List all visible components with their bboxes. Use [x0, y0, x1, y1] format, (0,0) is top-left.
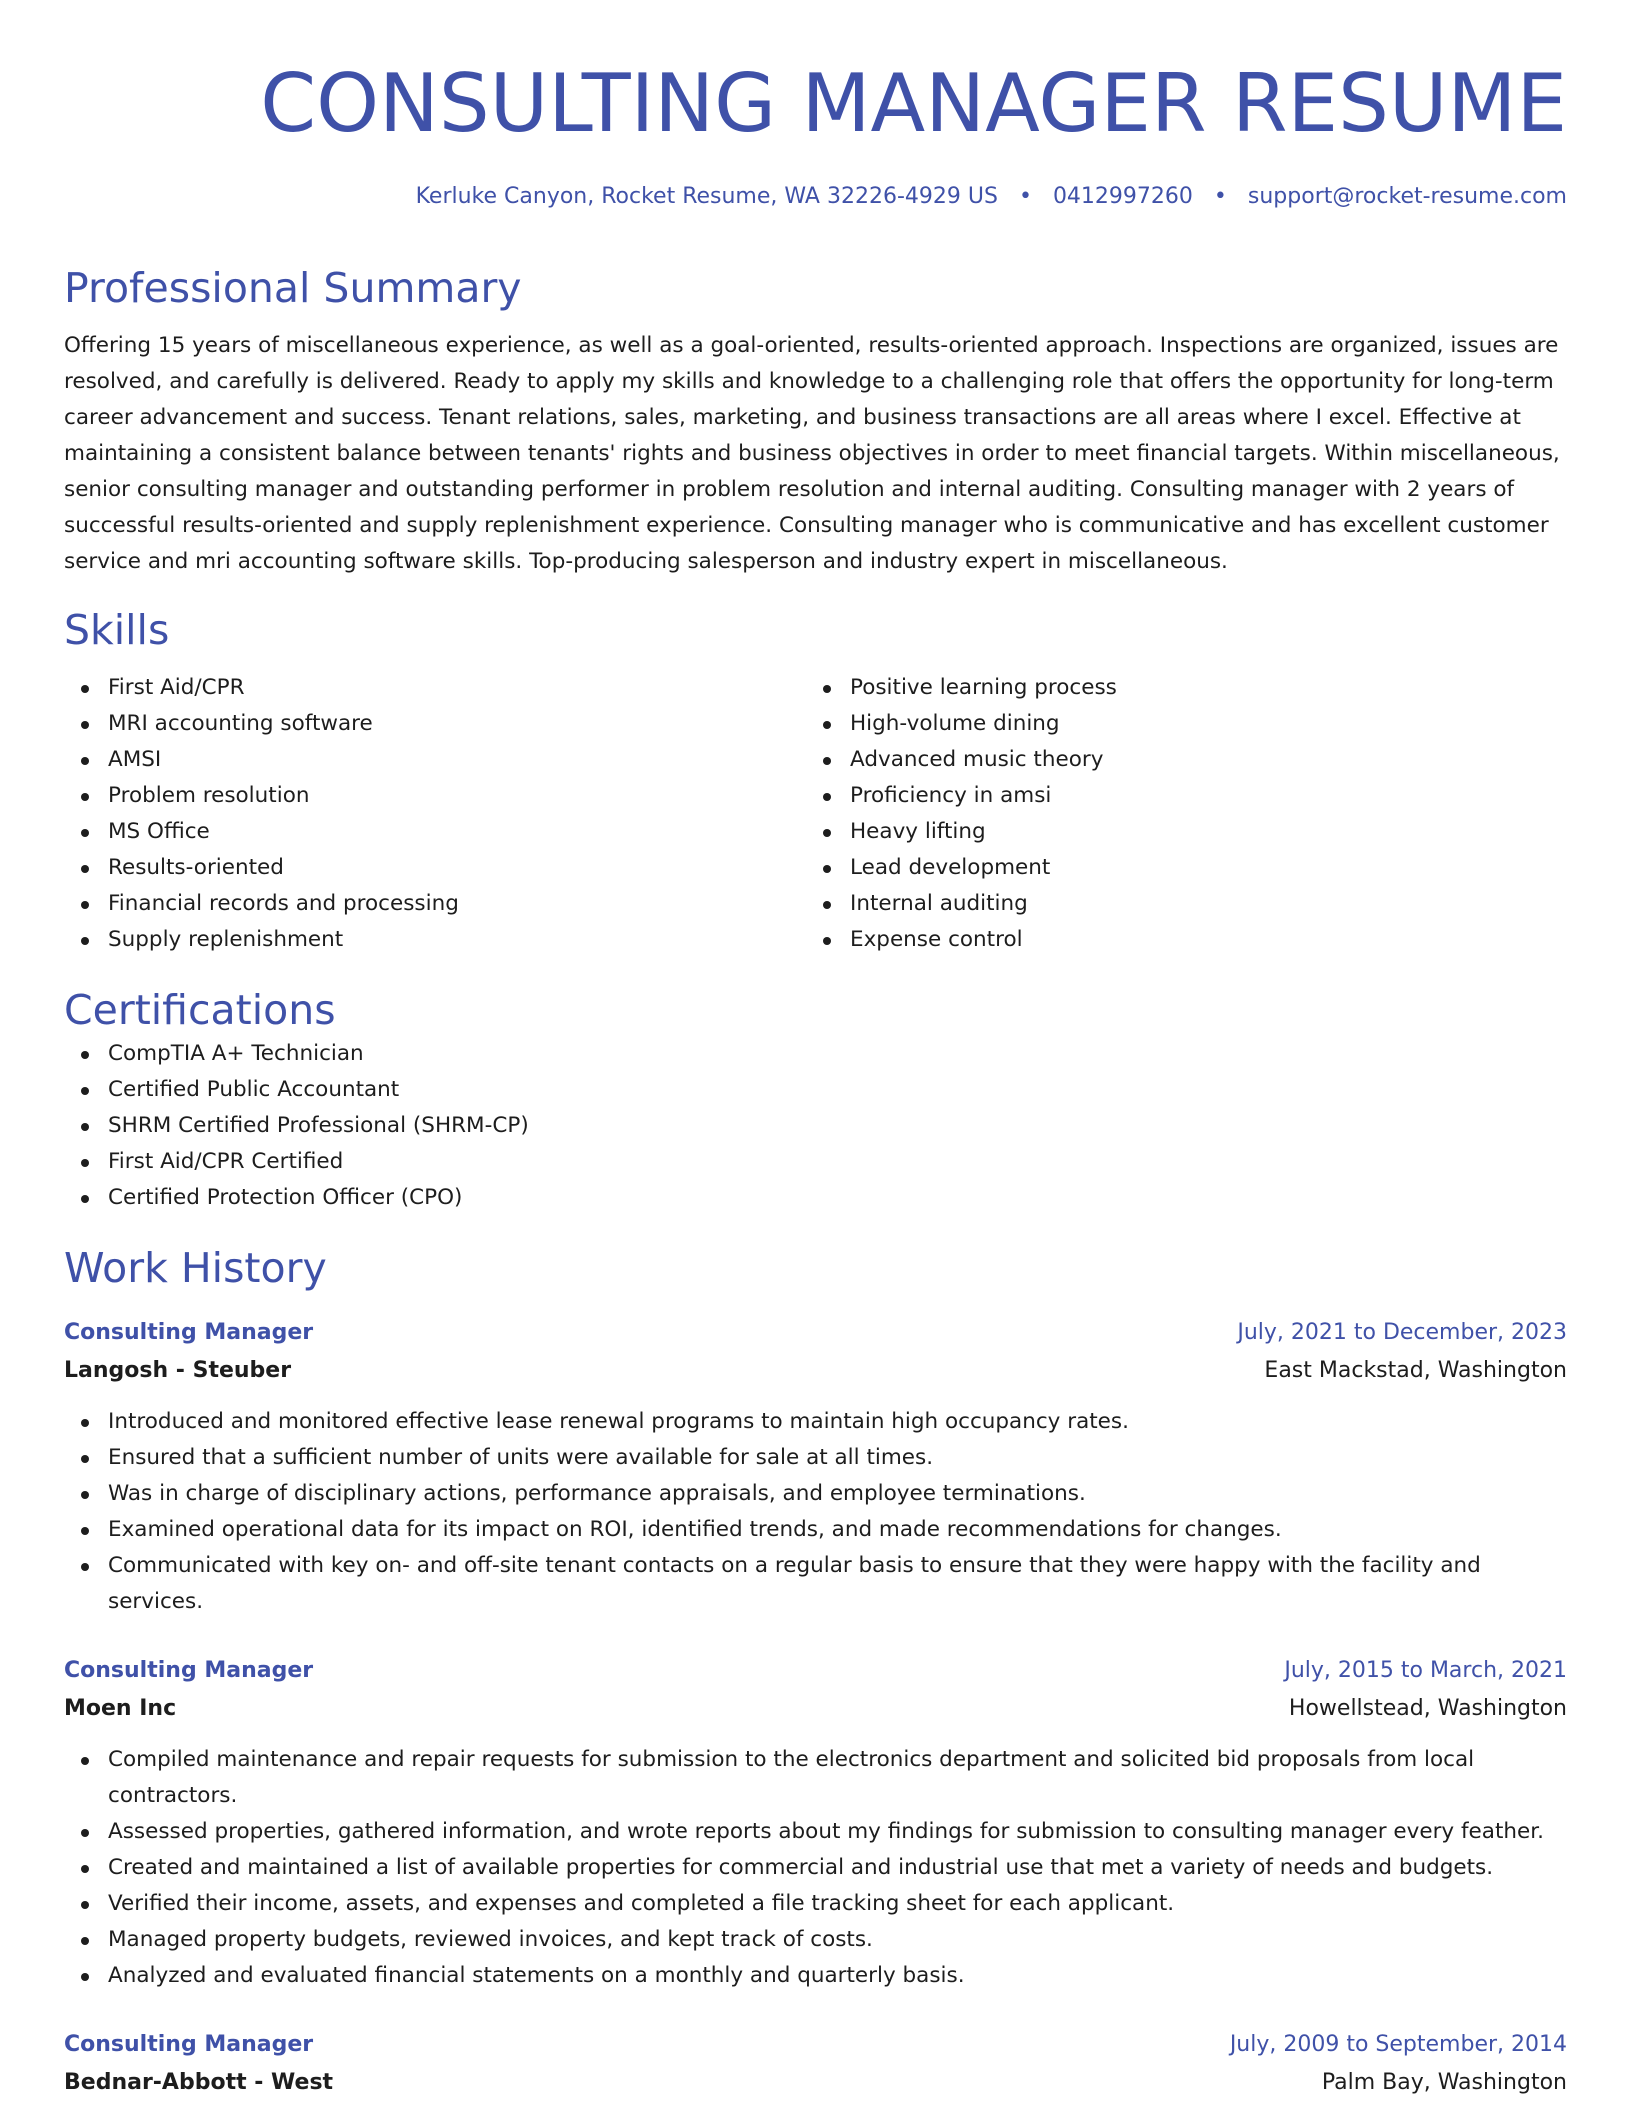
- list-item: [64, 1180, 1567, 1216]
- bullet-icon: [81, 865, 89, 873]
- bullet-icon: [81, 1757, 89, 1765]
- skills-right-list: [806, 670, 1548, 958]
- bullet-icon: [823, 865, 831, 873]
- job-title: Consulting Manager: [64, 1658, 314, 1683]
- list-item: [64, 1404, 1567, 1440]
- bullet-icon: [81, 1865, 89, 1873]
- job-company: Bednar-Abbott - West: [64, 2070, 334, 2095]
- resume-name: CONSULTING MANAGER RESUME: [260, 57, 1567, 150]
- work-history-heading: Work History: [64, 1244, 327, 1292]
- job-bullets: [64, 1742, 1567, 1994]
- list-item-text: Certified Public Accountant: [108, 1077, 400, 1102]
- job-company-row: [64, 1352, 1567, 1390]
- bullet-icon: [81, 1829, 89, 1837]
- list-item: [64, 670, 806, 706]
- list-item-text: Supply replenishment: [108, 927, 344, 952]
- list-item-text: MRI accounting software: [108, 711, 373, 736]
- list-item: [64, 742, 806, 778]
- contact-separator: •: [1018, 184, 1032, 209]
- bullet-icon: [81, 1419, 89, 1427]
- job-entry: [64, 1652, 1567, 1994]
- list-item: [64, 1476, 1567, 1512]
- list-item-text: First Aid/CPR: [108, 675, 245, 700]
- list-item-text: Heavy lifting: [850, 819, 986, 844]
- job-entry: [64, 1314, 1567, 1620]
- list-item-text: Compiled maintenance and repair requests for submission to the electronics department and solicited bid proposals from local contractors.: [108, 1747, 1475, 1808]
- contact-separator: •: [1213, 184, 1227, 209]
- list-item: [64, 1072, 1567, 1108]
- list-item: [806, 706, 1548, 742]
- list-item-text: Assessed properties, gathered information, and wrote reports about my findings for submission to consulting manager every feather.: [108, 1819, 1544, 1844]
- certifications-list: [64, 1036, 1567, 1216]
- list-item-text: Examined operational data for its impact on ROI, identified trends, and made recommendations for changes.: [108, 1517, 1282, 1542]
- bullet-icon: [823, 901, 831, 909]
- list-item: [64, 922, 806, 958]
- certifications-heading: Certifications: [64, 986, 336, 1034]
- skills-heading: Skills: [64, 606, 170, 654]
- bullet-icon: [81, 721, 89, 729]
- bullet-icon: [81, 685, 89, 693]
- contact-email: support@rocket-resume.com: [1247, 184, 1567, 209]
- contact-line: [64, 182, 1567, 212]
- list-item: [64, 1958, 1567, 1994]
- list-item: [64, 1922, 1567, 1958]
- bullet-icon: [81, 793, 89, 801]
- bullet-icon: [823, 829, 831, 837]
- list-item-text: Internal auditing: [850, 891, 1028, 916]
- job-bullets: [64, 1404, 1567, 1620]
- job-dates: July, 2021 to December, 2023: [1237, 1320, 1567, 1345]
- list-item-text: Expense control: [850, 927, 1023, 952]
- list-item-text: Introduced and monitored effective lease renewal programs to maintain high occupancy rates.: [108, 1409, 1129, 1434]
- job-dates: July, 2015 to March, 2021: [1284, 1658, 1567, 1683]
- job-location: Palm Bay, Washington: [1321, 2070, 1567, 2095]
- list-item: [64, 1440, 1567, 1476]
- list-item: [806, 850, 1548, 886]
- list-item: [64, 1512, 1567, 1548]
- bullet-icon: [81, 937, 89, 945]
- bullet-icon: [81, 1123, 89, 1131]
- list-item-text: Positive learning process: [850, 675, 1117, 700]
- list-item-text: High-volume dining: [850, 711, 1060, 736]
- bullet-icon: [81, 1901, 89, 1909]
- list-item-text: SHRM Certified Professional (SHRM-CP): [108, 1113, 529, 1138]
- list-item: [64, 778, 806, 814]
- job-title-row: [64, 1652, 1567, 1690]
- summary-heading: Professional Summary: [64, 264, 522, 312]
- resume-page: [64, 0, 1567, 2102]
- list-item: [64, 706, 806, 742]
- list-item: [806, 922, 1548, 958]
- bullet-icon: [81, 1195, 89, 1203]
- bullet-icon: [823, 937, 831, 945]
- list-item-text: Communicated with key on- and off-site tenant contacts on a regular basis to ensure that they were happy with the facility and services.: [108, 1553, 1481, 1614]
- list-item: [64, 1108, 1567, 1144]
- job-company: Moen Inc: [64, 1696, 177, 1721]
- bullet-icon: [823, 721, 831, 729]
- list-item-text: Managed property budgets, reviewed invoices, and kept track of costs.: [108, 1927, 873, 1952]
- list-item: [64, 850, 806, 886]
- list-item-text: Results-oriented: [108, 855, 284, 880]
- list-item: [64, 1814, 1567, 1850]
- list-item-text: Financial records and processing: [108, 891, 459, 916]
- list-item-text: Analyzed and evaluated financial statements on a monthly and quarterly basis.: [108, 1963, 965, 1988]
- list-item-text: Verified their income, assets, and expenses and completed a file tracking sheet for each applicant.: [108, 1891, 1175, 1916]
- list-item: [806, 778, 1548, 814]
- list-item-text: Lead development: [850, 855, 1051, 880]
- bullet-icon: [81, 1491, 89, 1499]
- list-item: [64, 1850, 1567, 1886]
- summary-text: Offering 15 years of miscellaneous experience, as well as a goal-oriented, results-oriented approach. Inspections are organized, issues are resolved, and carefully is delivered. Ready to apply my skills and knowledge to a challenging role that offers the opportunity for long-term career advancement and success. Tenant relations, sales, marketing, and business transactions are all areas where I excel. Effective at maintaining a consistent balance between tenants' rights and business objectives in order to meet financial targets. Within miscellaneous, senior consulting manager and outstanding performer in problem resolution and internal auditing. Consulting manager with 2 years of successful results-oriented and supply replenishment experience. Consulting manager who is communicative and has excellent customer service and mri accounting software skills. Top-producing salesperson and industry expert in miscellaneous.: [64, 333, 1560, 574]
- list-item-text: Ensured that a sufficient number of units were available for sale at all times.: [108, 1445, 934, 1470]
- bullet-icon: [823, 757, 831, 765]
- job-title-row: [64, 2026, 1567, 2064]
- list-item: [806, 670, 1548, 706]
- contact-address: Kerluke Canyon, Rocket Resume, WA 32226-4929 US: [415, 184, 998, 209]
- bullet-icon: [81, 1563, 89, 1571]
- job-dates: July, 2009 to September, 2014: [1229, 2032, 1567, 2057]
- job-entry: [64, 2026, 1567, 2102]
- list-item-text: Problem resolution: [108, 783, 310, 808]
- job-location: East Mackstad, Washington: [1264, 1358, 1567, 1383]
- bullet-icon: [81, 1087, 89, 1095]
- list-item: [64, 1742, 1567, 1814]
- bullet-icon: [81, 1973, 89, 1981]
- job-company: Langosh - Steuber: [64, 1358, 292, 1383]
- list-item-text: Certified Protection Officer (CPO): [108, 1185, 463, 1210]
- list-item-text: Was in charge of disciplinary actions, performance appraisals, and employee terminations.: [108, 1481, 1086, 1506]
- job-company-row: [64, 1690, 1567, 1728]
- skills-left-list: [64, 670, 806, 958]
- bullet-icon: [81, 901, 89, 909]
- list-item: [806, 886, 1548, 922]
- bullet-icon: [81, 1527, 89, 1535]
- work-history-list: [64, 1314, 1567, 2102]
- list-item-text: CompTIA A+ Technician: [108, 1041, 364, 1066]
- list-item: [64, 814, 806, 850]
- job-location: Howellstead, Washington: [1288, 1696, 1567, 1721]
- list-item-text: Advanced music theory: [850, 747, 1104, 772]
- list-item: [64, 1886, 1567, 1922]
- job-title: Consulting Manager: [64, 2032, 314, 2057]
- list-item-text: MS Office: [108, 819, 210, 844]
- list-item: [64, 1548, 1567, 1620]
- bullet-icon: [81, 1159, 89, 1167]
- contact-phone: 0412997260: [1052, 184, 1193, 209]
- job-title-row: [64, 1314, 1567, 1352]
- list-item-text: AMSI: [108, 747, 162, 772]
- bullet-icon: [81, 757, 89, 765]
- bullet-icon: [81, 1051, 89, 1059]
- bullet-icon: [81, 829, 89, 837]
- list-item: [806, 742, 1548, 778]
- list-item-text: Created and maintained a list of available properties for commercial and industrial use that met a variety of needs and budgets.: [108, 1855, 1494, 1880]
- bullet-icon: [823, 685, 831, 693]
- list-item: [64, 1036, 1567, 1072]
- list-item-text: Proficiency in amsi: [850, 783, 1052, 808]
- list-item-text: First Aid/CPR Certified: [108, 1149, 344, 1174]
- job-company-row: [64, 2064, 1567, 2102]
- list-item: [64, 1144, 1567, 1180]
- job-title: Consulting Manager: [64, 1320, 314, 1345]
- bullet-icon: [823, 793, 831, 801]
- skills-columns: [64, 670, 1567, 958]
- bullet-icon: [81, 1937, 89, 1945]
- bullet-icon: [81, 1455, 89, 1463]
- list-item: [806, 814, 1548, 850]
- list-item: [64, 886, 806, 922]
